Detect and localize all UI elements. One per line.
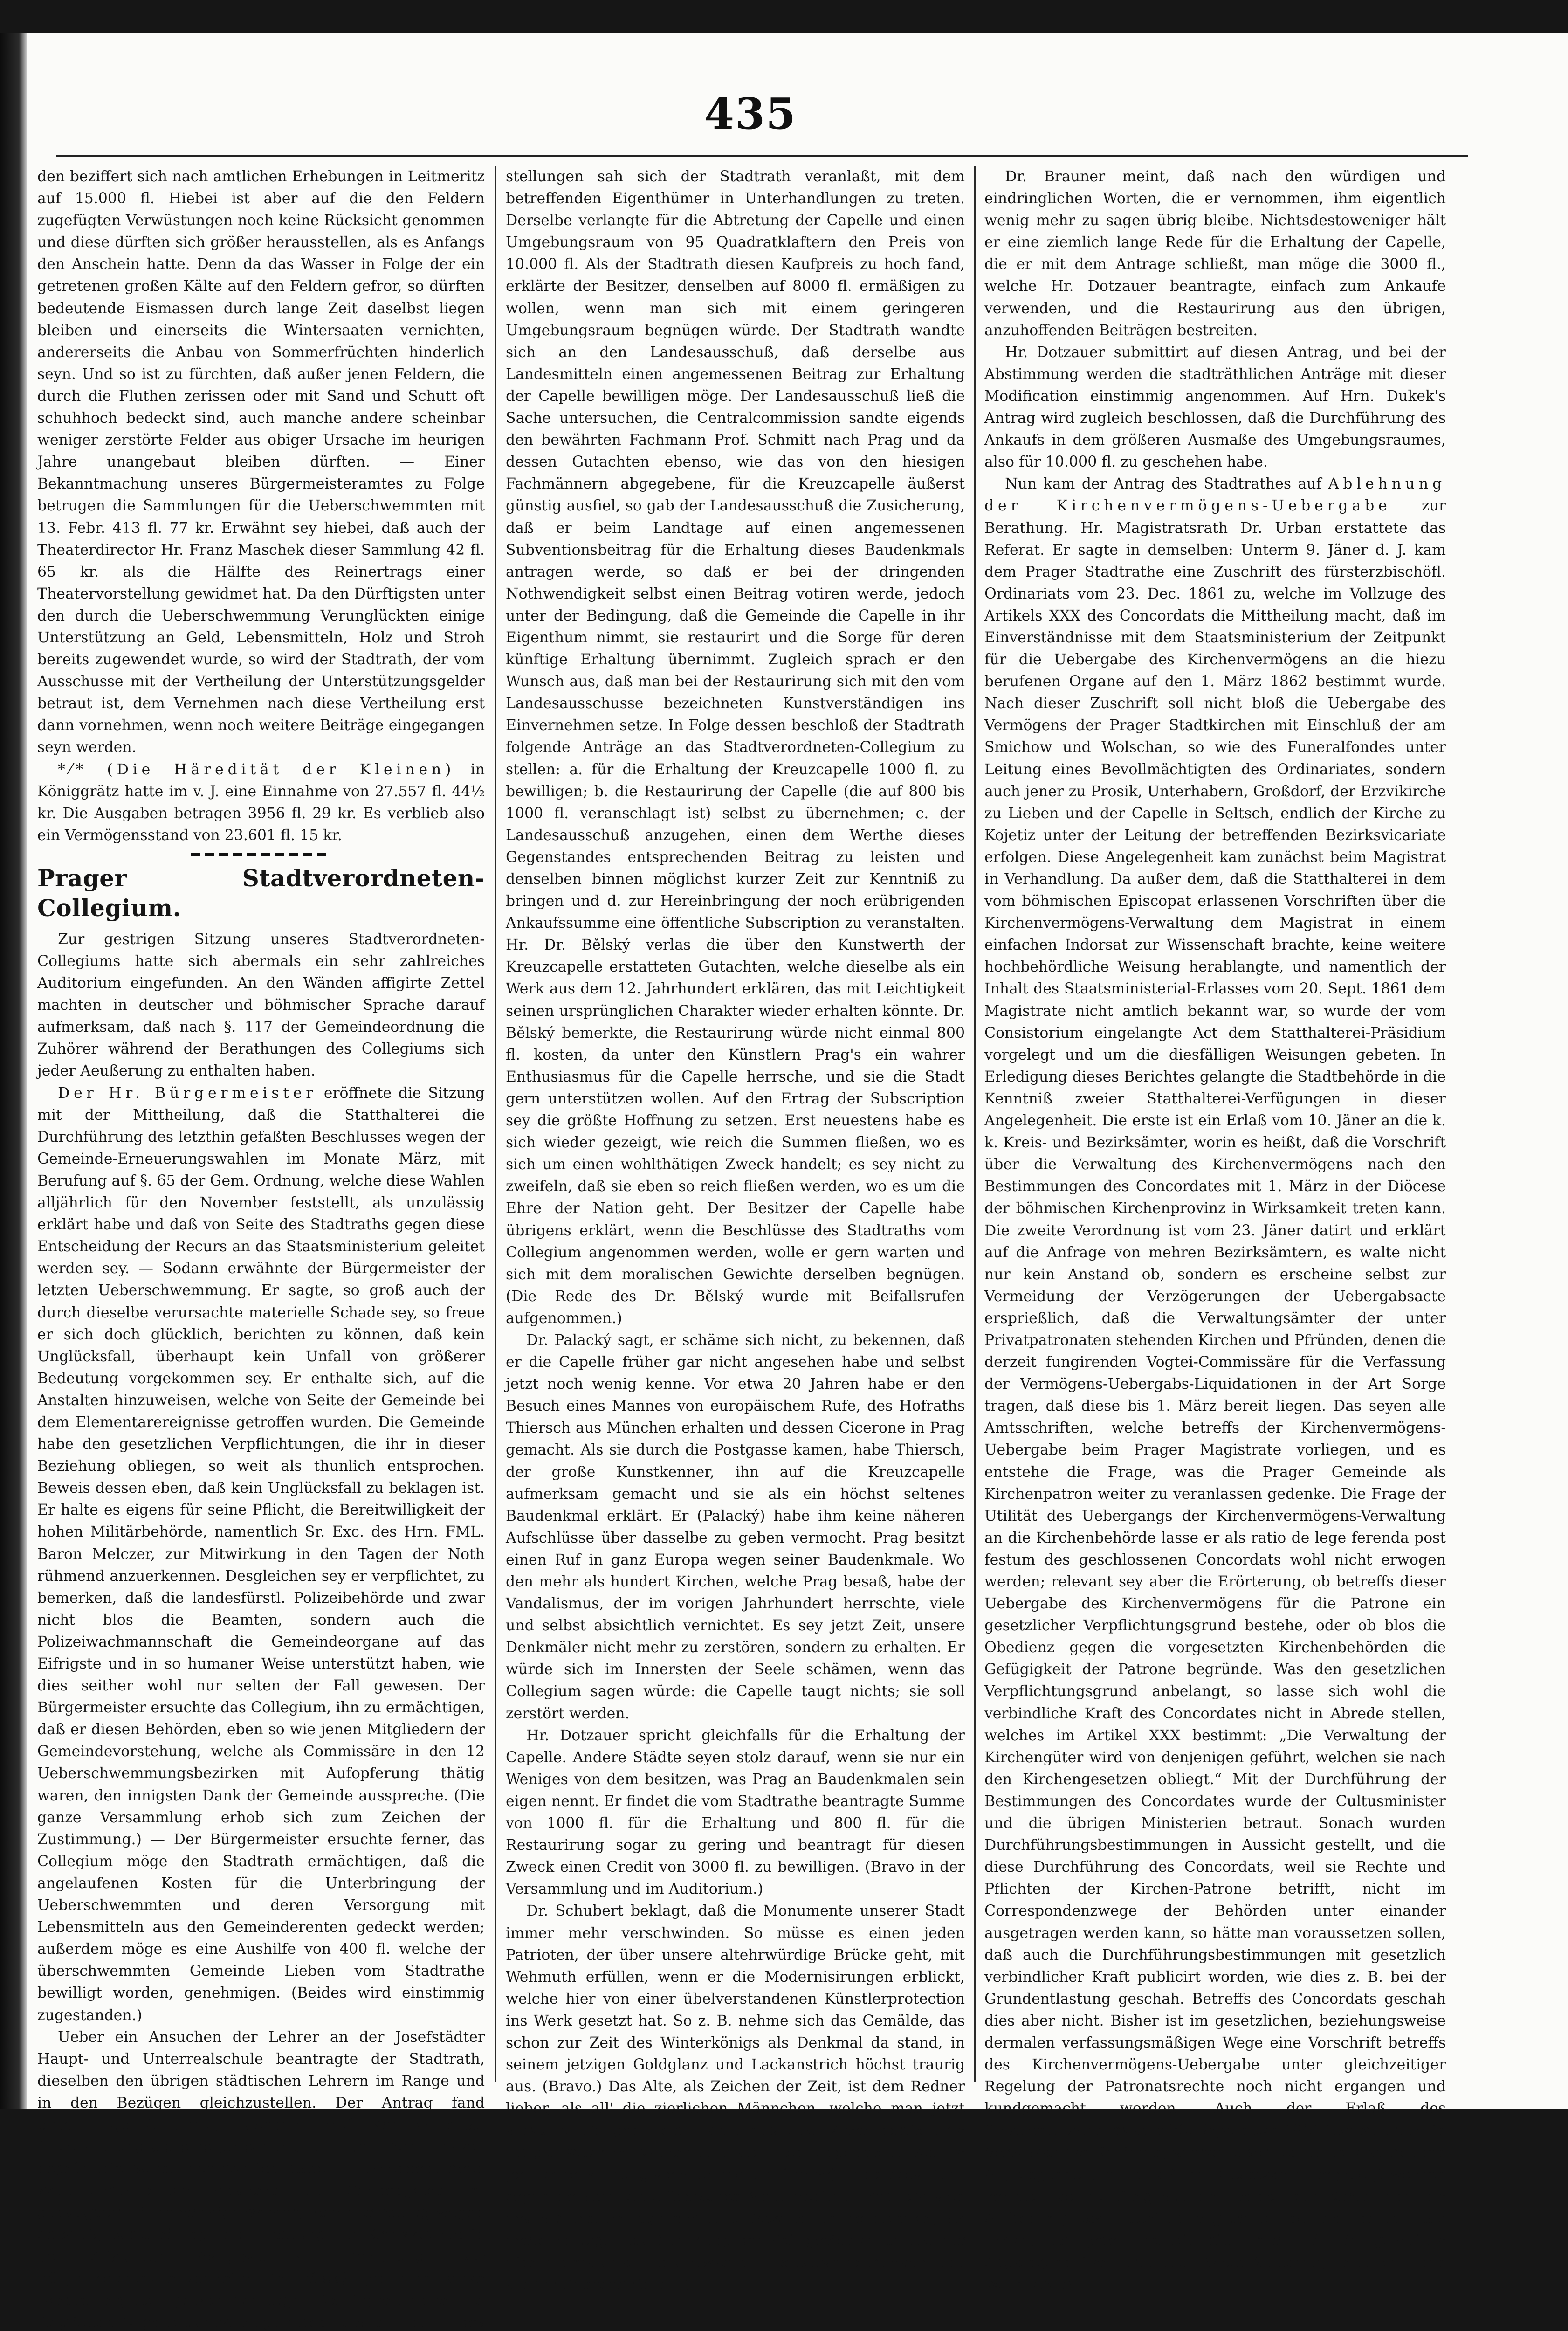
column-1 [37, 166, 485, 2331]
article-paragraph [37, 759, 485, 847]
paragraph-text: zur Berathung. Hr. Magistratsrath Dr. Urban erstattete das Referat. Er sagte in demselben: Unterm 9. Jäner d. J. kam dem Prager Stadtrathe eine Zuschrift des fürsterzbischöfl. Ordinariats vom 23. Dec. 1861 zu, welche im Vollzuge des Artikels XXX des Concordats die Mittheilung macht, daß im Einverständnisse mit dem Staatsministerium der Zeitpunkt für die Uebergabe des Kirchenvermögens an die hiezu berufenen Organe auf den 1. März 1862 bestimmt wurde. Nach dieser Zuschrift soll nicht bloß die Uebergabe des Vermögens der Prager Stadtkirchen mit Einschluß der am Smichow und Wolschan, so wie des Funeralfondes unter Leitung eines Bevollmächtigten des Ordinariates, sondern auch jener zu Prosik, Unterhabern, Großdorf, der Erzvikirche zu Lieben und der Capelle in Seltsch, endlich der Kirche zu Kojetiz unter der Leitung der betreffenden Bezirksvicariate erfolgen. Diese Angelegenheit kam zunächst beim Magistrat in Verhandlung. Da außer dem, daß die Statthalterei in dem vom böhmischen Episcopat erlassenen Vorschriften über die Kirchenvermögens-Verwaltung dem Magistrat in einem einfachen Indorsat zur Wissenschaft brachte, keine weitere hochbehördliche Weisung herablangte, und namentlich der Inhalt des Staatsministerial-Erlasses vom 20. Sept. 1861 dem Magistrate nicht amtlich bekannt war, so wurde der vom Consistorium eingelangte Act dem Statthalterei-Präsidium vorgelegt und um die diesfälligen Weisungen gebeten. In Erledigung dieses Berichtes gelangte die Stadtbehörde in die Kenntniß zweier Statthalterei-Verfügungen in dieser Angelegenheit. Die erste ist ein Erlaß vom 10. Jäner an die k. k. Kreis- und Bezirksämter, worin es heißt, daß die Vorschrift über die Verwaltung des Kirchenvermögens nach den Bestimmungen des Concordates mit 1. März in der Diöcese der böhmischen Kirchenprovinz in Wirksamkeit treten kann. Die zweite Verordnung ist vom 23. Jäner datirt und erklärt auf die Anfrage von mehren Bezirksämtern, es walte nicht nur kein Anstand ob, sondern es erscheine selbst zur Vermeidung der Verzögerungen der Uebergabsacte ersprießlich, daß die Verwaltungsämter der unter Privatpatronaten stehenden Kirchen und Pfründen, denen die derzeit fungirenden Vogtei-Commissäre für die Verfassung der Vermögens-Uebergabs-Liquidationen in der Art Sorge tragen, daß diese bis 1. März bereit liegen. Das seyen alle Amtsschriften, welche betreffs der Kirchenvermögens-Uebergabe beim Prager Magistrate vorliegen, und es entstehe die Frage, was die Prager Gemeinde als Kirchenpatron weiter zu veranlassen gedenke. Die Frage der Utilität des Uebergangs der Kirchenvermögens-Verwaltung an die Kirchenbehörde lasse er als ratio de lege ferenda post festum des geschlossenen Concordats wohl nicht erwogen werden; relevant sey aber die Erörterung, ob betreffs dieser Uebergabe des Kirchenvermögens für die Patrone ein gesetzlicher Verpflichtungsgrund bestehe, oder ob blos die Obedienz gegen die vorgesetzten Kirchenbehörden die Gefügigkeit der Patrone begründe. Was den gesetzlichen Verpflichtungsgrund anbelangt, so lasse sich wohl die verbindliche Kraft des Concordates nicht in Abrede stellen, welches im Artikel XXX bestimmt: „Die Verwaltung der Kirchengüter wird von denjenigen geführt, welchen sie nach den Kirchengesetzen obliegt.“ Mit der Durchführung der Bestimmungen des Concordates wurde der Cultusminister und die übrigen Ministerien betraut. Sonach wurden Durchführungsbestimmungen in Aussicht gestellt, und die diese Durchführung des Concordats, weil sie Rechte und Pflichten der Kirchen-Patrone betrifft, nicht im Correspondenzwege der Behörden unter einander ausgetragen werden kann, so hätte man voraussetzen sollen, daß auch die Durchführungsbestimmungen mit gesetzlich verbindlicher Kraft publicirt worden, wie dies z. B. bei der Grundentlastung geschah. Betreffs des Concordats geschah dies aber nicht. Bisher ist im gesetzlichen, beziehungsweise dermalen verfassungsmäßigen Wege eine Vorschrift betreffs des Kirchenvermögens-Uebergabe unter gleichzeitiger Regelung der Patronatsrechte noch nicht ergangen und kundgemacht worden. Auch der Erlaß des Staatsministeriums vom 20. September 1861 involvirt nur ein Vorwissen der Regierungsbehörde von der in Rede stehenden Angelegenheit, ohne daß ihm Gesetzkraft beigelegt werden könnte. Die Berufung auf die Freiheit der Kirche und die Aufhebung des Placetum regium könne hier nicht Platz finden, da jene Freiheit sich nur auf die geistliche Angelegenheiten und die Placet-Aufhebung nur auf den Wechselver- [984, 497, 1446, 2293]
article-paragraph: Dr. Schubert beklagt, daß die Monumente unserer Stadt immer mehr verschwinden. So müsse es einen jeden Patrioten, der über unsere altehrwürdige Brücke geht, mit Wehmuth erfüllen, wenn er die Modernisirungen erblickt, welche hier von einer übelverstandenen Künstlerprotection ins Werk gesetzt hat. So z. B. nehme sich das Gemälde, das schon zur Zeit des Winterkönigs als Denkmal da stand, in seinem jetzigen Goldglanz und Lackanstrich höchst traurig aus. (Bravo.) Das Alte, als Zeichen der Zeit, ist dem Redner lieber, als all' die zierlichen Männchen, welche man jetzt aufstellt. Es gebe ein Band, das alle Vaterlandsfreunde einigt, welcher Nationalität sie auch angehören, welche politische Meinung sie auch theilen, (Bravo) und dieses Band seyen die alten vaterländischen Monumente. Er schließe sich deshalb dem Antrage des Hrn. Dotzauer um so mehr an, als derselbe gegen die Strömung der Zeit gerichtet ist, die nur Sinn für materielle Interessen hat. Beifallsrufe im Saale und auf der Zuhörertribune.) [506, 1903, 965, 2293]
header-rule [56, 155, 1468, 157]
column-2 [506, 166, 965, 2293]
article-paragraph: stellungen sah sich der Stadtrath veranlaßt, mit dem betreffenden Eigenthümer in Unterhandlungen zu treten. Derselbe verlangte für die Abtretung der Capelle und einen Umgebungsraum von 95 Quadratklaftern den Preis von 10.000 fl. Als der Stadtrath diesen Kaufpreis zu hoch fand, erklärte der Besitzer, denselben auf 8000 fl. ermäßigen zu wollen, wenn man sich mit einem geringeren Umgebungsraum begnügen würde. Der Stadtrath wandte sich an den Landesausschuß, daß derselbe aus Landesmitteln einen angemessenen Beitrag zur Erhaltung der Capelle bewilligen möge. Der Landesausschuß ließ die Sache untersuchen, die Centralcommission sandte eigends den bewährten Fachmann Prof. Schmitt nach Prag und da dessen Gutachten ebenso, wie das von den hiesigen Fachmännern abgegebene, für die Kreuzcapelle äußerst günstig ausfiel, so gab der Landesausschuß die Zusicherung, daß er beim Landtage auf einen angemessenen Subventionsbeitrag für die Erhaltung dieses Baudenkmals antragen werde, so daß er bei der dringenden Nothwendigkeit selbst einen Beitrag votiren werde, jedoch unter der Bedingung, daß die Gemeinde die Capelle in ihr Eigenthum nimmt, sie restaurirt und die Sorge für deren künftige Erhaltung übernimmt. Zugleich sprach er den Wunsch aus, daß man bei der Restaurirung sich mit den vom Landesausschusse bezeichneten Kunstverständigen ins Einvernehmen setze. In Folge dessen beschloß der Stadtrath folgende Anträge an das Stadtverordneten-Collegium zu stellen: a. für die Erhaltung der Kreuzcapelle 1000 fl. zu bewilligen; b. die Restaurirung der Capelle (die auf 800 bis 1000 fl. veranschlagt ist) selbst zu übernehmen; c. der Landesausschuß anzugehen, einen dem Werthe dieses Gegenstandes entsprechenden Beitrag zu leisten und denselben binnen möglichst kurzer Zeit zur Kenntniß zu bringen und d. zur Hereinbringung der noch erübrigenden Ankaufssumme eine öffentliche Subscription zu veranstalten. Hr. Dr. Bělský verlas die über den Kunstwerth der Kreuzcapelle erstatteten Gutachten, welche dieselbe als ein Werk aus dem 12. Jahrhundert erklären, das mit Leichtigkeit seinen ursprünglichen Charakter wieder erhalten könnte. Dr. Bělský bemerkte, die Restaurirung würde nicht einmal 800 fl. kosten, da unter den Künstlern Prag's ein wahrer Enthusiasmus für die Capelle herrsche, und sie die Stadt gern unterstützen wollen. Auf den Ertrag der Subscription sey die größte Hoffnung zu setzen. Erst neuestens habe es sich wieder gezeigt, wie reich die Summen fließen, wo es sich um einen wohlthätigen Zweck handelt; es sey nicht zu zweifeln, daß sie eben so reich fließen werden, wo es um die Ehre der Nation geht. Der Besitzer der Capelle habe übrigens erklärt, wenn die Beschlüsse des Stadtraths vom Collegium angenommen werden, wolle er gern warten und sich mit dem moralischen Gewichte derselben begnügen. (Die Rede des Dr. Bělský wurde mit Beifallsrufen aufgenommen.) [506, 168, 965, 1327]
section-separator [191, 853, 331, 856]
left-gutter [0, 33, 27, 2109]
paragraph-lead: *⁄* (Die Häredität der Kleinen) [58, 761, 455, 778]
article-paragraph: den beziffert sich nach amtlichen Erhebungen in Leitmeritz auf 15.000 fl. Hiebei ist aber auf die den Feldern zugefügten Verwüstungen noch keine Rücksicht genommen und diese dürften sich größer herausstellen, als es Anfangs den Anschein hatte. Denn da das Wasser in Folge der ein getretenen großen Kälte auf den Feldern gefror, so dürften bedeutende Eismassen durch lange Zeit daselbst liegen bleiben und einerseits die Wintersaaten vernichten, andererseits die Anbau von Sommerfrüchten hinderlich seyn. Und so ist zu fürchten, daß außer jenen Feldern, die durch die Fluthen zerissen oder mit Sand und Schutt oft schuhhoch bedeckt sind, auch manche andere scheinbar weniger zerstörte Felder aus obiger Ursache im heurigen Jahre unangebaut bleiben dürften. — Einer Bekanntmachung unseres Bürgermeisteramtes zu Folge betrugen die Sammlungen für die Ueberschwemmten mit 13. Febr. 413 fl. 77 kr. Erwähnt sey hiebei, daß auch der Theaterdirector Hr. Franz Maschek dieser Sammlung 42 fl. 65 kr. als die Hälfte des Reinertrags einer Theatervorstellung gewidmet hat. Da den Dürftigsten unter den durch die Ueberschwemmung Verunglückten einige Unterstützung an Geld, Lebensmitteln, Holz und Stroh bereits zugewendet wurde, so wird der Stadtrath, der vom Ausschusse mit der Vertheilung der Unterstützungsgelder betraut ist, dem Vernehmen nach diese Vertheilung erst dann vornehmen, wenn noch weitere Beiträge eingegangen seyn werden. [37, 168, 485, 756]
article-paragraph [984, 473, 1446, 2296]
article-paragraph: Dr. Palacký sagt, er schäme sich nicht, zu bekennen, daß er die Capelle früher gar nicht angesehen habe und selbst jetzt noch wenig kenne. Vor etwa 20 Jahren habe er den Besuch eines Mannes von europäischem Rufe, des Hofraths Thiersch aus München erhalten und dessen Cicerone in Prag gemacht. Als sie durch die Postgasse kamen, habe Thiersch, der große Kunstkenner, ihn auf die Kreuzcapelle aufmerksam gemacht und sie als ein höchst seltenes Baudenkmal erklärt. Er (Palacký) habe ihm keine näheren Aufschlüsse über dasselbe zu geben vermocht. Prag besitzt einen Ruf in ganz Europa wegen seiner Baudenkmale. Wo den mehr als hundert Kirchen, welche Prag besaß, habe der Vandalismus, der im vorigen Jahrhundert herrschte, viele und selbst absichtlich vernichtet. Es sey jetzt Zeit, unsere Denkmäler nicht mehr zu zerstören, sondern zu erhalten. Er würde sich im Innersten der Seele schämen, wenn das Collegium sagen würde: die Capelle taugt nichts; sie soll zerstört werden. [506, 1331, 965, 1722]
article-paragraph: Ueber ein Ansuchen der Lehrer an der Josefstädter Haupt- und Unterrealschule beantragte der Stadtrath, dieselben den übrigen städtischen Lehrern im Range und in den Bezügen gleichzustellen. Der Antrag fand einstimmige Annahme, nachdem Prof. Korinka diese Gleichstellung als eine gerechte und in den Verhältnissen begründete warm befürwortet hatte. — Nachdem noch zwei Gesuche um Pensionen und Gnadengaben im günstigsten Sinne erledigt worden, kam der Antrag wegen Ankaufs, Restaurirung und Erhaltung der Kreuzkapelle in der Altstädter Postgasse zur Berathung. Der Bürgermeister-Stellvertreter Dr. Bělský gab eine kurze Darstellung der ganzen Sachlage. Der Eigenthümer der fraglichen Capelle beabsichtigt einen totalen Umbau des [37, 2028, 485, 2331]
paragraph-lead: Der Hr. Bürgermeister [58, 1084, 317, 1102]
column-divider-1 [495, 166, 496, 2082]
column-divider-2 [974, 166, 976, 2082]
article-paragraph: Hr. Dotzauer spricht gleichfalls für die Erhaltung der Capelle. Andere Städte seyen stolz darauf, wenn sie nur ein Weniges von dem besitzen, was Prag an Baudenkmalen sein eigen nennt. Er findet die vom Stadtrathe beantragte Summe von 1000 fl. für die Erhaltung und 800 fl. für die Restaurirung sogar zu gering und beantragt für diesen Zweck einen Credit von 3000 fl. zu bewilligen. (Bravo in der Versammlung und im Auditorium.) [506, 1727, 965, 1898]
paragraph-text: eröffnete die Sitzung mit der Mittheilung, daß die Statthalterei die Durchführung des letzthin gefaßten Beschlusses wegen der Gemeinde-Erneuerungswahlen im Monate März, mit Berufung auf §. 65 der Gem. Ordnung, welche diese Wahlen alljährlich für den November feststellt, als unzulässig erklärt habe und daß von Seite des Stadtraths gegen diese Entscheidung der Recurs an das Staatsministerium geleitet werden sey. — Sodann erwähnte der Bürgermeister der letzten Ueberschwemmung. Er sagte, so groß auch der durch dieselbe verursachte materielle Schade sey, so freue er sich doch glücklich, berichten zu können, daß kein Unglücksfall, überhaupt kein Unfall von größerer Bedeutung vorgekommen sey. Er enthalte sich, auf die Anstalten hinzuweisen, welche von Seite der Gemeinde bei dem Elementarereignisse getroffen wurden. Die Gemeinde habe den gesetzlichen Verpflichtungen, die ihr in dieser Beziehung obliegen, so weit als thunlich entsprochen. Beweis dessen eben, daß kein Unglücksfall zu beklagen ist. Er halte es eigens für seine Pflicht, die Bereitwilligkeit der hohen Militärbehörde, namentlich Sr. Exc. des Hrn. FML. Baron Melczer, zur Mitwirkung in den Tagen der Noth rühmend anzuerkennen. Desgleichen sey er verpflichtet, zu bemerken, daß die landesfürstl. Polizeibehörde und zwar nicht blos die Beamten, sondern auch die Polizeiwachmannschaft die Gemeindeorgane auf das Eifrigste und in so humaner Weise unterstützt haben, wie dies seither wohl nur selten der Fall gewesen. Der Bürgermeister ersuchte das Collegium, ihn zu ermächtigen, daß er diesen Behörden, eben so wie jenen Mitgliedern der Gemeindevorstehung, welche als Commissäre in den 12 Ueberschwemmungsbezirken mit Aufopferung thätig waren, den innigsten Dank der Gemeinde ausspreche. (Die ganze Versammlung erhob sich zum Zeichen der Zustimmung.) — Der Bürgermeister ersuchte ferner, das Collegium möge den Stadtrath ermächtigen, daß die angelaufenen Kosten für die Unterbringung der Ueberschwemmten und deren Versorgung mit Lebensmitteln aus den Gemeinderenten gedeckt werden; außerdem möge es eine Aushilfe von 400 fl. welche der überschwemmten Gemeinde Lieben vom Stadtrathe bewilligt worden, genehmigen. (Beides wird einstimmig zugestanden.) [37, 1084, 485, 2024]
paragraph-emphasis: Ablehnung der Kirchenvermögens-Uebergabe [984, 476, 1446, 515]
page-number: 435 [704, 89, 797, 139]
section-heading: Prager Stadtverordneten-Collegium. [37, 864, 485, 922]
paragraph-text: in Königgrätz hatte im v. J. eine Einnahme von 27.557 fl. 44½ kr. Die Ausgaben betragen 3956 fl. 29 kr. Es verblieb also ein Vermögensstand von 23.601 fl. 15 kr. [37, 761, 485, 844]
article-paragraph: Hr. Dotzauer submittirt auf diesen Antrag, und bei der Abstimmung werden die stadträthlichen Anträge mit dieser Modification einstimmig angenommen. Auf Hrn. Dukek's Antrag wird zugleich beschlossen, daß die Durchführung des Ankaufs in dem größeren Ausmaße des Umgebungsraumes, also für 10.000 fl. zu geschehen habe. [984, 344, 1446, 471]
column-3 [984, 166, 1446, 2293]
paragraph-lead: Nun kam der Antrag des Stadtrathes auf [1005, 476, 1322, 493]
article-paragraph: Dr. Brauner meint, daß nach den würdigen und eindringlichen Worten, die er vernommen, ihm eigentlich wenig mehr zu sagen übrig bleibe. Nichtsdestoweniger hält er eine ziemlich lange Rede für die Erhaltung der Capelle, die er mit dem Antrage schließt, man möge die 3000 fl., welche Hr. Dotzauer beantragte, einfach zum Ankaufe verwenden, und die Restaurirung aus den übrigen, anzuhoffenden Beiträgen bestreiten. [984, 168, 1446, 339]
article-paragraph [37, 1083, 485, 2027]
article-paragraph: Zur gestrigen Sitzung unseres Stadtverordneten-Collegiums hatte sich abermals ein sehr zahlreiches Auditorium eingefunden. An den Wänden affigirte Zettel machten in deutscher und böhmischer Sprache darauf aufmerksam, daß nach §. 117 der Gemeindeordnung die Zuhörer während der Berathungen des Collegiums sich jeder Aeußerung zu enthalten haben. [37, 931, 485, 1080]
